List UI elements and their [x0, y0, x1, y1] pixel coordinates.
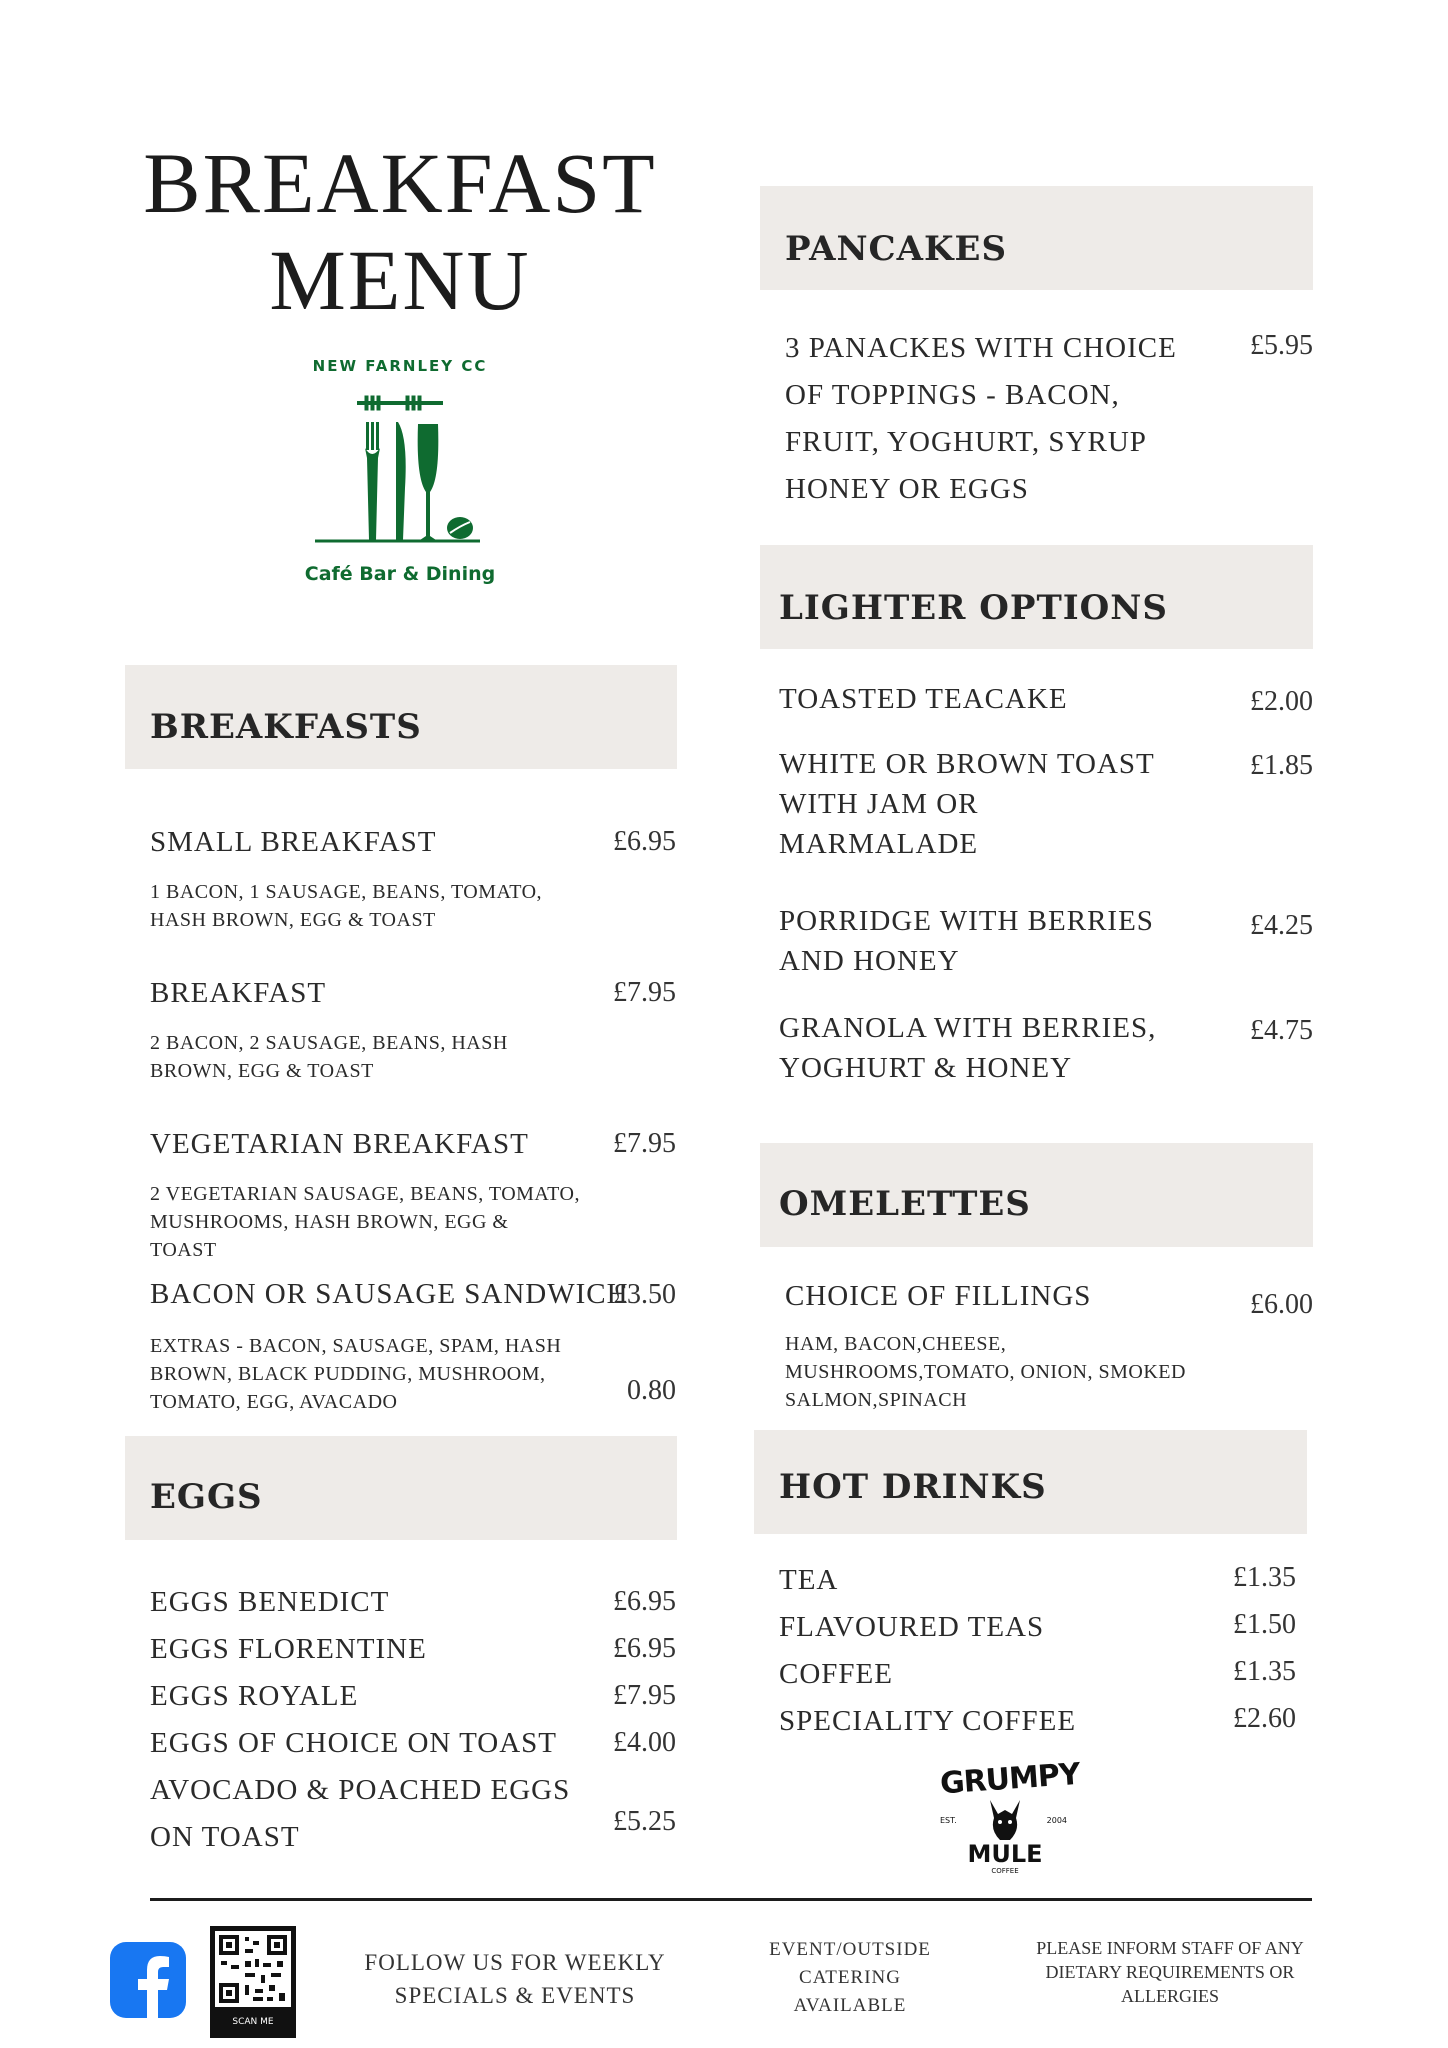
item-name: VEGETARIAN BREAKFAST — [150, 1128, 529, 1160]
item-name: ON TOAST — [150, 1821, 300, 1853]
extras-desc: EXTRAS - BACON, SAUSAGE, SPAM, HASH BROWN, BLACK PUDDING, MUSHROOM, TOMATO, EGG, AVACADO — [150, 1335, 562, 1413]
logo-top-text: NEW FARNLEY CC — [312, 357, 488, 375]
item-price: £7.95 — [613, 977, 676, 1008]
dietary-text: PLEASE INFORM STAFF OF ANY DIETARY REQUIREMENTS OR ALLERGIES — [1036, 1938, 1304, 2006]
item-name: EGGS BENEDICT — [150, 1586, 390, 1618]
item-name: BREAKFAST — [150, 977, 327, 1009]
item-price: £5.95 — [1250, 330, 1313, 361]
item-price: £4.00 — [613, 1727, 676, 1758]
item-price: £4.75 — [1250, 1015, 1313, 1046]
footer-divider — [150, 1898, 1312, 1901]
item-price: £7.95 — [613, 1128, 676, 1159]
qr-label: SCAN ME — [232, 2017, 274, 2027]
item-name: EGGS ROYALE — [150, 1680, 359, 1712]
item-price: £4.25 — [1250, 910, 1313, 941]
item-name: GRANOLA WITH BERRIES, YOGHURT & HONEY — [779, 1012, 1157, 1084]
lighter-heading: LIGHTER OPTIONS — [779, 588, 1168, 628]
item-desc: 2 VEGETARIAN SAUSAGE, BEANS, TOMATO, MUSHROOMS, HASH BROWN, EGG & TOAST — [150, 1183, 580, 1261]
item-price: £1.35 — [1233, 1656, 1296, 1687]
pancakes-heading: PANCAKES — [785, 229, 1008, 269]
item-price: £6.95 — [613, 1633, 676, 1664]
grumpy-mule-logo — [935, 1756, 1081, 1877]
qr-code[interactable] — [210, 1926, 296, 2038]
item-name: EGGS FLORENTINE — [150, 1633, 427, 1665]
follow-us-text: FOLLOW US FOR WEEKLY SPECIALS & EVENTS — [364, 1950, 666, 2008]
year-text: 2004 — [1046, 1816, 1067, 1825]
item-price: £6.95 — [613, 826, 676, 857]
omelettes-heading: OMELETTES — [779, 1184, 1031, 1224]
logo-bottom-text: Café Bar & Dining — [304, 563, 496, 585]
item-name: WHITE OR BROWN TOAST WITH JAM OR MARMALADE — [779, 748, 1155, 860]
item-price: £6.00 — [1250, 1289, 1313, 1320]
item-name: CHOICE OF FILLINGS — [785, 1280, 1092, 1312]
item-price: £1.85 — [1250, 750, 1313, 781]
item-price: £6.95 — [613, 1586, 676, 1617]
facebook-icon[interactable] — [110, 1942, 186, 2018]
item-name: EGGS OF CHOICE ON TOAST — [150, 1727, 558, 1759]
est-text: EST. — [940, 1816, 957, 1825]
item-name: TOASTED TEACAKE — [779, 683, 1068, 715]
qr-pattern-icon — [215, 1931, 291, 2007]
item-price: £1.50 — [1233, 1609, 1296, 1640]
menu-title-line2: MENU — [269, 232, 531, 328]
catering-text: EVENT/OUTSIDE CATERING AVAILABLE — [769, 1939, 931, 2016]
mule-text: MULE — [967, 1840, 1043, 1868]
item-name: TEA — [779, 1564, 839, 1596]
eggs-heading: EGGS — [150, 1477, 263, 1517]
item-name: COFFEE — [779, 1658, 893, 1690]
item-name: PORRIDGE WITH BERRIES AND HONEY — [779, 905, 1154, 977]
item-desc: 1 BACON, 1 SAUSAGE, BEANS, TOMATO, HASH BROWN, EGG & TOAST — [150, 881, 543, 931]
item-name: SPECIALITY COFFEE — [779, 1705, 1077, 1737]
item-price: £1.35 — [1233, 1562, 1296, 1593]
extras-price: 0.80 — [627, 1375, 676, 1406]
pancakes-desc: 3 PANACKES WITH CHOICE OF TOPPINGS - BACON, FRUIT, YOGHURT, SYRUP HONEY OR EGGS — [785, 332, 1177, 505]
item-desc: HAM, BACON,CHEESE, MUSHROOMS,TOMATO, ONION, SMOKED SALMON,SPINACH — [785, 1333, 1186, 1411]
item-price: £7.95 — [613, 1680, 676, 1711]
item-price: £3.50 — [613, 1279, 676, 1310]
coffee-text: COFFEE — [991, 1867, 1019, 1875]
hot-drinks-heading: HOT DRINKS — [779, 1467, 1047, 1507]
item-price: £5.25 — [613, 1806, 676, 1837]
item-price: £2.60 — [1233, 1703, 1296, 1734]
grumpy-text: GRUMPY — [938, 1756, 1081, 1802]
menu-title-line1: BREAKFAST — [143, 135, 657, 231]
item-price: £2.00 — [1250, 686, 1313, 717]
item-name: SMALL BREAKFAST — [150, 826, 437, 858]
item-desc: 2 BACON, 2 SAUSAGE, BEANS, HASH BROWN, EGG & TOAST — [150, 1032, 508, 1082]
item-name: BACON OR SAUSAGE SANDWICH — [150, 1278, 629, 1310]
item-name: AVOCADO & POACHED EGGS — [150, 1774, 571, 1806]
item-name: FLAVOURED TEAS — [779, 1611, 1045, 1643]
mule-logo — [980, 1796, 1030, 1846]
cutlery-glass-logo — [310, 388, 490, 548]
breakfasts-heading: BREAKFASTS — [150, 707, 422, 747]
